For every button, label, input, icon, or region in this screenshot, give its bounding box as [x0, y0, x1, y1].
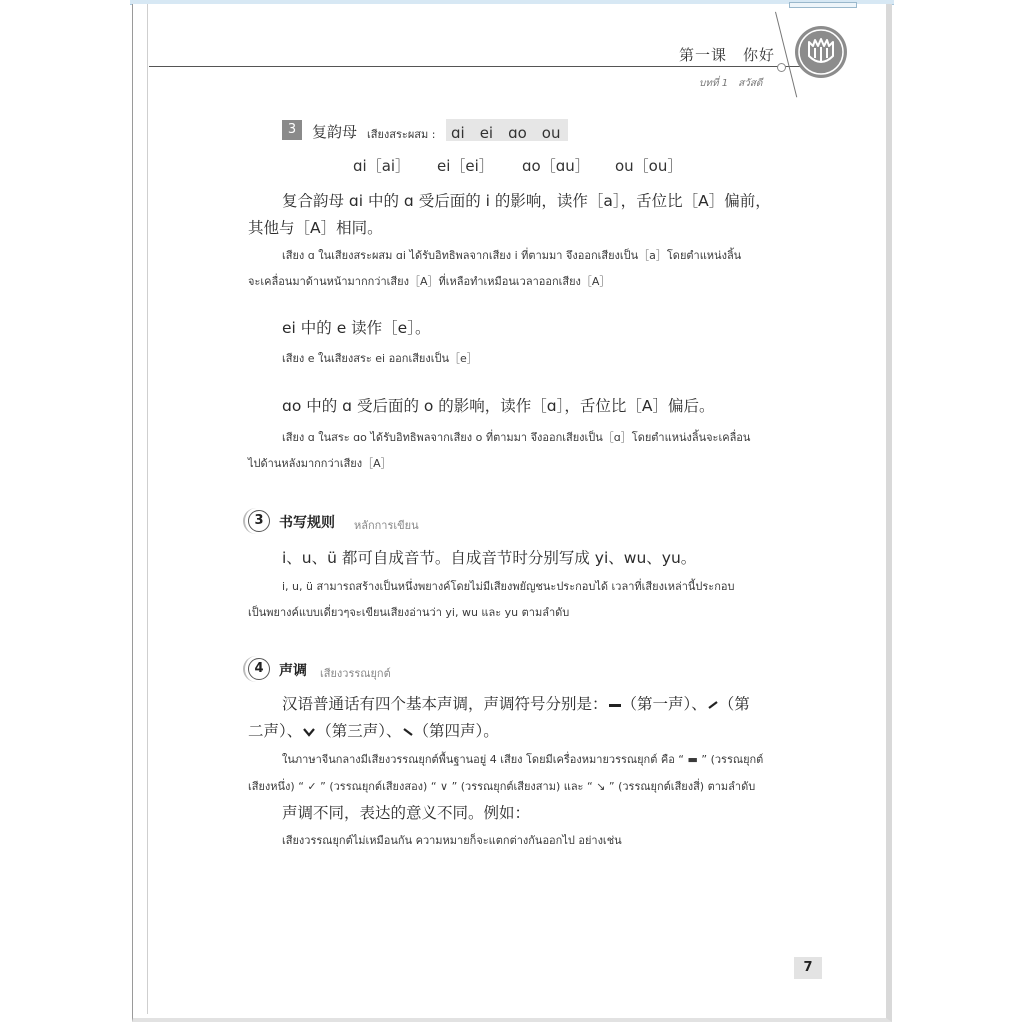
tones-th-line2: เสียงหนึ่ง) “ ✓ ” (วรรณยุกต์เสียงสอง) “ ∨ ” (วรรณยุกต์เสียงสาม) และ “ ↘ ” (วรรณยุกต์เสียงสี่) ตามลำดับ — [248, 780, 756, 793]
tones-zh-line1-text: 汉语普通话有四个基本声调，声调符号分别是： — [282, 695, 608, 713]
paragraph-ao-th-1: เสียง ɑ ในสระ ɑo ได้รับอิทธิพลจากเสียง o ที่ตามมา จึงออกเสียงเป็น［ɑ］โดยตำแหน่งลิ้นจะเคลื่อน — [282, 431, 751, 444]
lesson-title: 第一课 你好 — [679, 46, 776, 64]
paragraph-ao-zh: ɑo 中的 ɑ 受后面的 o 的影响，读作［ɑ］，舌位比［A］偏后。 — [282, 397, 715, 415]
page-binding-line — [147, 4, 148, 1014]
tones-zh-line1 — [282, 692, 750, 714]
third-tone-icon — [302, 723, 316, 741]
fourth-tone-icon — [402, 723, 414, 741]
paragraph-ai-zh-2: 其他与［A］相同。 — [248, 219, 383, 237]
header-divider — [775, 12, 797, 98]
paragraph-ao-th-2: ไปด้านหลังมากกว่าเสียง［A］ — [248, 457, 392, 470]
lesson-logo-icon — [795, 26, 847, 78]
tones-thai-title: เสียงวรรณยุกต์ — [320, 667, 391, 680]
tones-zh-example-intro: 声调不同，表达的意义不同。例如： — [282, 804, 531, 822]
paragraph-ei-zh: ei 中的 e 读作［e］。 — [282, 319, 431, 337]
header-dot — [777, 63, 786, 72]
page-number: 7 — [794, 957, 822, 979]
lesson-subtitle: บทที่ 1 สวัสดี — [699, 78, 763, 89]
viewer-tab-marker — [789, 2, 857, 8]
writing-rules-thai-title: หลักการเขียน — [354, 519, 419, 532]
compound-finals-thai-title: เสียงสระผสม : — [367, 128, 436, 141]
tones-zh-second-tone-a: （第 — [718, 695, 750, 713]
paragraph-ai-th-2: จะเคลื่อนมาด้านหน้ามากกว่าเสียง［A］ที่เหลือทำเหมือนเวลาออกเสียง［A］ — [248, 275, 611, 288]
paragraph-ai-th-1: เสียง ɑ ในเสียงสระผสม ɑi ได้รับอิทธิพลจากเสียง i ที่ตามมา จึงออกเสียงเป็น［a］โดยตำแหน่งลิ้น — [282, 249, 742, 262]
ipa-ou: ou［ou］ — [615, 157, 683, 175]
tones-zh-third-tone: （第三声）、 — [316, 722, 402, 740]
ipa-ei: ei［ei］ — [437, 157, 494, 175]
tones-th-line1: ในภาษาจีนกลางมีเสียงวรรณยุกต์พื้นฐานอยู่ 4 เสียง โดยมีเครื่องหมายวรรณยุกต์ คือ “ ▬ ” (วรรณยุกต์ — [282, 753, 764, 766]
tones-zh-first-tone: （第一声）、 — [621, 695, 707, 713]
tones-zh-line2 — [248, 719, 499, 741]
writing-rules-th-2: เป็นพยางค์แบบเดี่ยวๆจะเขียนเสียงอ่านว่า yi, wu และ yu ตามลำดับ — [248, 606, 570, 619]
tones-zh-second-tone-b: 二声）、 — [248, 722, 303, 740]
second-tone-icon — [707, 696, 719, 714]
paragraph-ei-th: เสียง e ในเสียงสระ ei ออกเสียงเป็น［e］ — [282, 352, 478, 365]
ipa-ao: ɑo［ɑu］ — [522, 157, 590, 175]
section-number-circle: 4 — [248, 658, 270, 680]
tones-th-example-intro: เสียงวรรณยุกต์ไม่เหมือนกัน ความหมายก็จะแตกต่างกันออกไป อย่างเช่น — [282, 834, 622, 847]
section-number-circle: 3 — [248, 510, 270, 532]
writing-rules-th-1: i, u, ü สามารถสร้างเป็นหนึ่งพยางค์โดยไม่มีเสียงพยัญชนะประกอบได้ เวลาที่เสียงเหล่านี้ประกอบ — [282, 580, 735, 593]
compound-finals-title: 复韵母 — [312, 123, 358, 141]
tones-zh-fourth-tone: （第四声）。 — [413, 722, 499, 740]
section-number-box: 3 — [282, 120, 302, 140]
header-rule — [149, 66, 809, 67]
first-tone-icon — [608, 696, 622, 714]
tones-title: 声调 — [279, 663, 307, 679]
compound-finals-list: ɑi ei ɑo ou — [451, 124, 561, 142]
writing-rules-title: 书写规则 — [279, 515, 335, 531]
paragraph-ai-zh-1: 复合韵母 ɑi 中的 ɑ 受后面的 i 的影响，读作［a］，舌位比［A］偏前， — [282, 192, 771, 210]
writing-rules-zh: i、u、ü 都可自成音节。自成音节时分别写成 yi、wu、yu。 — [282, 549, 697, 567]
ipa-ai: ɑi［ai］ — [353, 157, 411, 175]
